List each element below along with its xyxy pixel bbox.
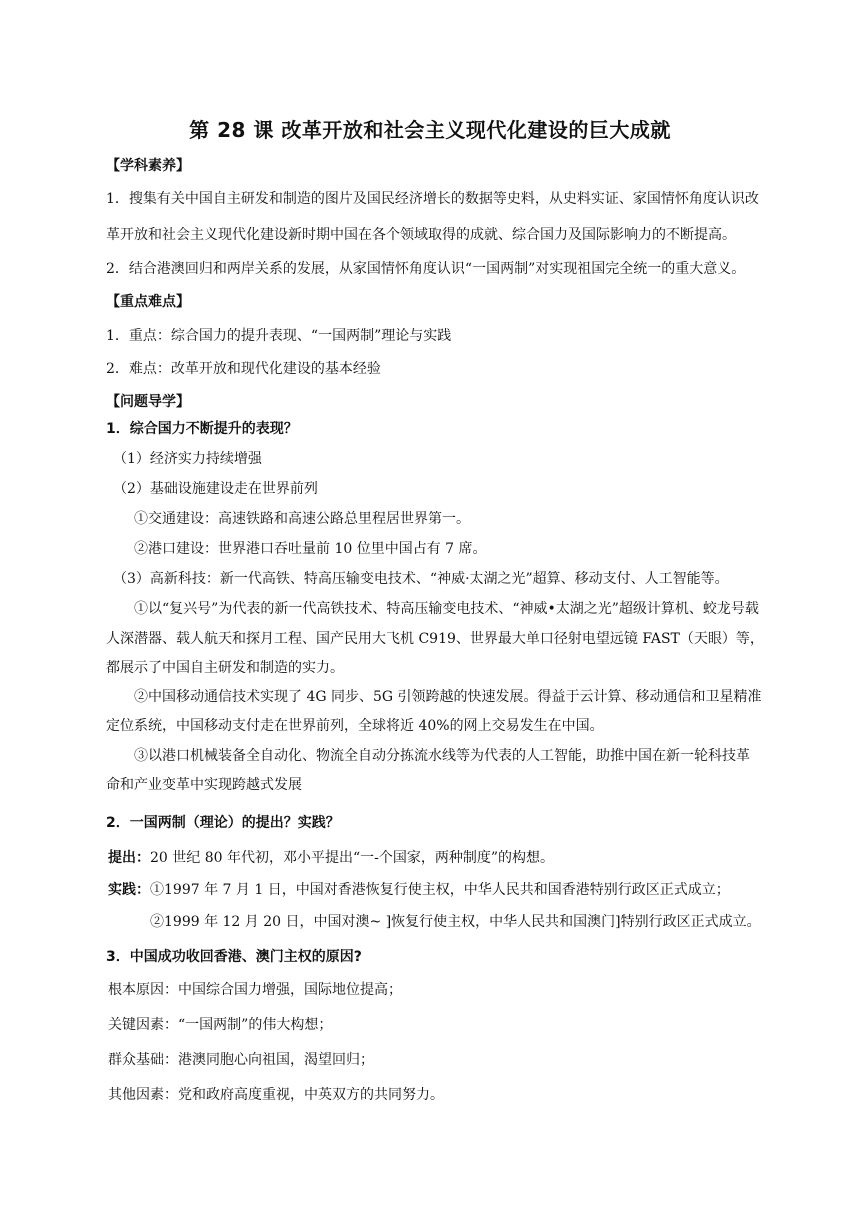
q2-practice-2: ②1999 年 12 月 20 日，中国对澳~ ]恢复行使主权，中华人民共和国澳门]特别行政区正式成立。 — [150, 914, 761, 930]
page-title: 第 28 课 改革开放和社会主义现代化建设的巨大成就 — [189, 118, 671, 142]
q2-proposal — [108, 848, 554, 868]
q1-point-1: （1）经济实力持续增强 — [113, 451, 262, 467]
section-heading-literacy: 【学科素养】 — [106, 158, 190, 174]
literacy-item-1-line-2: 革开放和社会主义现代化建设新时期中国在各个领域取得的成就、综合国力及国际影响力的不断提高。 — [106, 227, 736, 243]
q2-practice-1 — [108, 880, 730, 900]
q1-point-2: （2）基础设施建设走在世界前列 — [113, 481, 318, 497]
q3-reason-3: 群众基础：港澳同胞心向祖国，渴望回归； — [108, 1052, 374, 1068]
q2-practice-1-text: ①1997 年 7 月 1 日，中国对香港恢复行使主权，中华人民共和国香港特别行政区正式成立； — [150, 882, 730, 898]
q1-point-2b: ②港口建设：世界港口吞吐量前 10 位里中国占有 7 席。 — [134, 541, 487, 557]
q1-point-3b-line-1: ②中国移动通信技术实现了 4G 同步、5G 引领跨越的快速发展。得益于云计算、移动通信和卫星精准 — [134, 689, 762, 705]
q3-reason-1: 根本原因：中国综合国力增强，国际地位提高； — [108, 982, 402, 998]
key-point-item-1: 1．重点：综合国力的提升表现、“一国两制”理论与实践 — [106, 328, 452, 344]
q1-point-2a: ①交通建设：高速铁路和高速公路总里程居世界第一。 — [134, 511, 470, 527]
q1-point-3c-line-2: 命和产业变革中实现跨越式发展 — [106, 777, 302, 793]
question-1: 1．综合国力不断提升的表现？ — [106, 421, 298, 437]
q1-point-3c-line-1: ③以港口机械装备全自动化、物流全自动分拣流水线等为代表的人工智能，助推中国在新一轮科技革 — [134, 748, 750, 764]
literacy-item-2: 2．结合港澳回归和两岸关系的发展，从家国情怀角度认识“一国两制”对实现祖国完全统一的重大意义。 — [106, 261, 746, 277]
key-point-item-2: 2．难点：改革开放和现代化建设的基本经验 — [106, 361, 381, 377]
q1-point-3a-line-1: ①以“复兴号”为代表的新一代高铁技术、特高压输变电技术、“神威•太湖之光”超级计算机、蛟龙号载 — [134, 601, 759, 617]
q3-reason-4: 其他因素：党和政府高度重视，中英双方的共同努力。 — [108, 1087, 444, 1103]
q2-proposal-text: 20 世纪 80 年代初，邓小平提出“一-个国家，两种制度”的构想。 — [150, 850, 555, 866]
question-2: 2．一国两制（理论）的提出？实践？ — [106, 815, 340, 831]
q1-point-3b-line-2: 定位系统，中国移动支付走在世界前列，全球将近 40%的网上交易发生在中国。 — [106, 718, 604, 734]
q1-point-3a-line-3: 都展示了中国自主研发和制造的实力。 — [106, 660, 344, 676]
q3-reason-2: 关键因素：“一国两制”的伟大构想； — [108, 1017, 333, 1033]
section-heading-key-points: 【重点难点】 — [106, 294, 190, 310]
question-3: 3．中国成功收回香港、澳门主权的原因? — [106, 949, 362, 965]
q2-proposal-label: 提出： — [108, 850, 150, 866]
q1-point-3a-line-2: 人深潜器、载人航天和探月工程、国产民用大飞机 C919、世界最大单口径射电望远镜 FAST（天眼）等， — [106, 631, 764, 647]
q2-practice-label: 实践： — [108, 882, 150, 898]
q1-point-3: （3）高新科技：新一代高铁、特高压输变电技术、“神威·太湖之光”超算、移动支付、人工智能等。 — [113, 571, 729, 587]
literacy-item-1-line-1: 1．搜集有关中国自主研发和制造的图片及国民经济增长的数据等史料，从史料实证、家国情怀角度认识改 — [106, 191, 759, 207]
section-heading-guide: 【问题导学】 — [106, 394, 190, 410]
